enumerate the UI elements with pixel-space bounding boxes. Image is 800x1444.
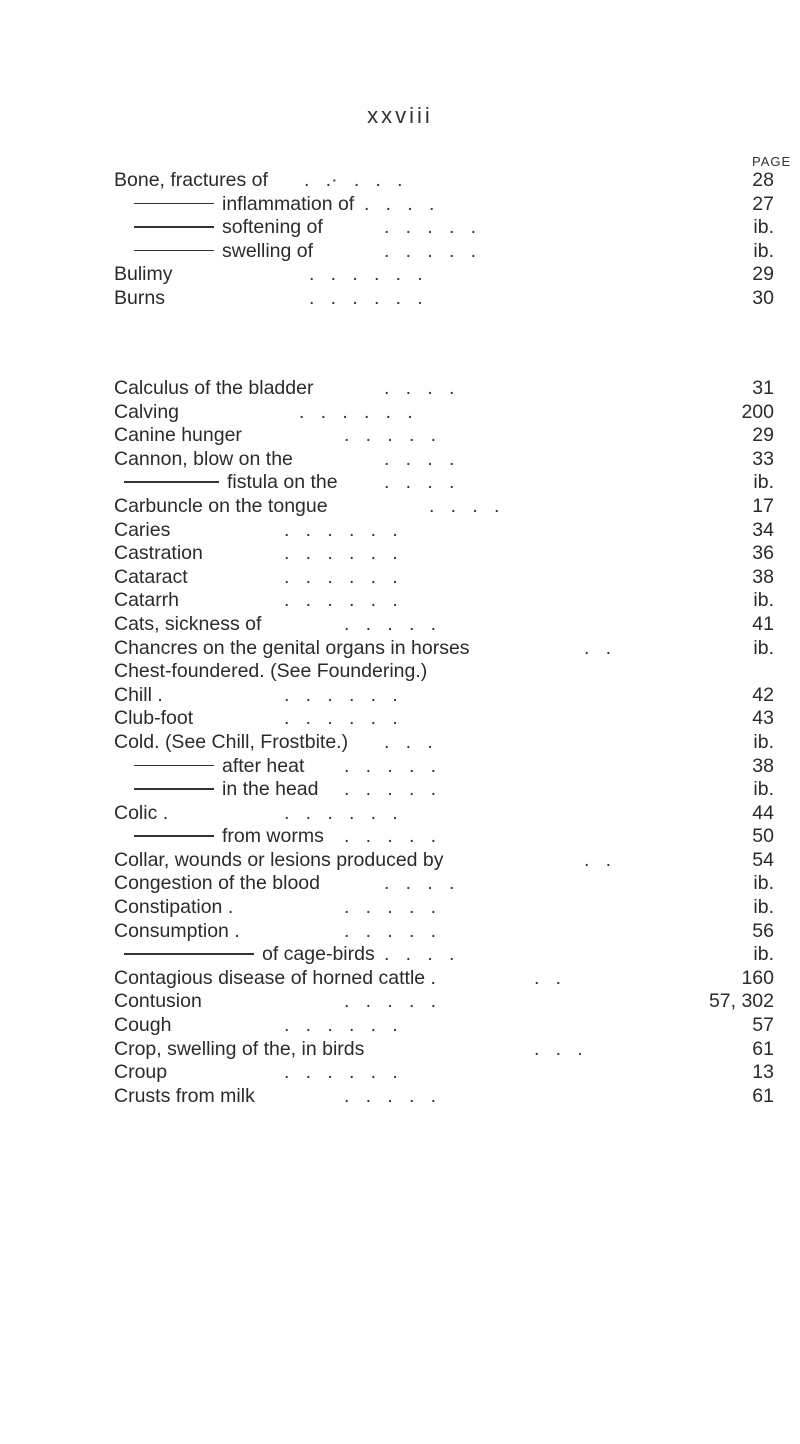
page-reference: 57, 302 xyxy=(708,990,774,1013)
dot-leader: . . xyxy=(584,848,612,871)
entry-term: Calculus of the bladder xyxy=(114,377,314,399)
page-reference: 44 xyxy=(752,801,774,824)
entry-term: Congestion of the blood xyxy=(114,872,320,895)
index-entry xyxy=(114,660,774,684)
page-reference: 29 xyxy=(752,424,774,447)
page-reference: 41 xyxy=(752,612,774,635)
entry-term: Croup xyxy=(114,1061,168,1084)
entry-term: fistula on the xyxy=(227,471,338,494)
dot-leader: . . . . xyxy=(384,872,455,895)
page-reference: 56 xyxy=(752,919,774,942)
dot-leader: . . . . . xyxy=(384,216,477,239)
index-entry xyxy=(114,193,774,217)
dot-leader: . . . . . xyxy=(344,896,437,919)
dot-leader: . . . . xyxy=(384,943,455,966)
page-reference: 30 xyxy=(752,286,774,309)
entry-term: Cats, sickness of xyxy=(114,612,262,635)
index-entry xyxy=(114,448,774,472)
page-reference: 42 xyxy=(752,683,774,706)
index-entry xyxy=(114,377,774,401)
index-entry xyxy=(114,707,774,731)
index-entry xyxy=(114,778,774,802)
page-reference: 28 xyxy=(752,169,774,191)
entry-term: Chest-foundered. (See Foundering.) xyxy=(114,660,428,683)
page-reference: 50 xyxy=(752,825,774,848)
entry-term: inflammation of xyxy=(222,192,355,215)
page-reference: 61 xyxy=(752,1084,774,1107)
dot-leader: . . . . . xyxy=(344,919,437,942)
page-reference: 160 xyxy=(741,966,774,989)
dot-leader: . .· . . . xyxy=(304,169,403,191)
page-reference: 17 xyxy=(752,494,774,517)
entry-term: Cold. (See Chill, Frostbite.) xyxy=(114,730,349,753)
dot-leader: . . . . xyxy=(429,494,500,517)
entry-term: Castration xyxy=(114,542,203,565)
page-reference: 33 xyxy=(752,447,774,470)
page-reference: ib. xyxy=(753,943,774,966)
entry-term: Caries xyxy=(114,518,171,541)
page-reference: 36 xyxy=(752,542,774,565)
dot-leader: . . xyxy=(584,636,612,659)
page-reference: 54 xyxy=(752,848,774,871)
page-reference: ib. xyxy=(753,636,774,659)
index-entry xyxy=(114,755,774,779)
dot-leader: . . . . . xyxy=(344,612,437,635)
entry-term: Contagious disease of horned cattle . xyxy=(114,966,436,989)
entry-term: Crop, swelling of the, in birds xyxy=(114,1037,365,1060)
entry-term: Canine hunger xyxy=(114,424,242,447)
dot-leader: . . . . xyxy=(384,471,455,494)
entry-term: Bone, fractures of xyxy=(114,169,268,191)
entry-term: Crusts from milk xyxy=(114,1084,255,1107)
index-entry xyxy=(114,542,774,566)
entry-term: after heat xyxy=(222,754,305,777)
entry-term: Bulimy xyxy=(114,263,173,286)
page-reference: ib. xyxy=(753,589,774,612)
index-entry xyxy=(114,495,774,519)
index-entry xyxy=(114,849,774,873)
index-block-c xyxy=(114,377,774,1108)
index-entry xyxy=(114,169,774,193)
page-reference: 27 xyxy=(752,192,774,215)
dot-leader: . . . . . . xyxy=(309,286,423,309)
page-reference: ib. xyxy=(753,216,774,239)
dot-leader: . . . . . . xyxy=(284,565,398,588)
repeat-dash xyxy=(134,788,214,790)
page-reference: ib. xyxy=(753,239,774,262)
entry-term: Catarrh xyxy=(114,589,180,612)
dot-leader: . . . . . xyxy=(384,239,477,262)
repeat-dash xyxy=(124,481,219,483)
dot-leader: . . . . . xyxy=(344,1084,437,1107)
index-entry xyxy=(114,589,774,613)
index-entry xyxy=(114,943,774,967)
repeat-dash xyxy=(134,226,214,228)
page-reference: 57 xyxy=(752,1014,774,1037)
dot-leader: . . . xyxy=(534,1037,583,1060)
entry-term: Calving xyxy=(114,400,180,423)
page-reference: 29 xyxy=(752,263,774,286)
page-reference: 31 xyxy=(752,377,774,399)
repeat-dash xyxy=(134,765,214,767)
dot-leader: . . . . . . xyxy=(284,518,398,541)
entry-term: Cataract xyxy=(114,565,188,588)
page-reference: ib. xyxy=(753,471,774,494)
dot-leader: . . . xyxy=(384,730,433,753)
dot-leader: . . . . . xyxy=(344,424,437,447)
page-reference: ib. xyxy=(753,730,774,753)
repeat-dash xyxy=(134,250,214,252)
entry-term: Colic . xyxy=(114,801,169,824)
index-entry xyxy=(114,263,774,287)
index-entry xyxy=(114,613,774,637)
index-entry xyxy=(114,287,774,311)
entry-term: Constipation . xyxy=(114,896,234,919)
entry-term: Cough xyxy=(114,1014,172,1037)
index-entry xyxy=(114,920,774,944)
index-entry xyxy=(114,825,774,849)
page-number: xxviii xyxy=(367,103,433,128)
page-reference: ib. xyxy=(753,896,774,919)
repeat-dash xyxy=(124,953,254,955)
index-entry xyxy=(114,240,774,264)
page-reference: 38 xyxy=(752,565,774,588)
entry-term: of cage-birds xyxy=(262,943,375,966)
dot-leader: . . . . . . xyxy=(284,542,398,565)
entry-term: from worms xyxy=(222,825,324,848)
index-entry xyxy=(114,637,774,661)
index-entry xyxy=(114,731,774,755)
index-entry xyxy=(114,967,774,991)
page-reference: 13 xyxy=(752,1061,774,1084)
dot-leader: . . . . . xyxy=(344,778,437,801)
page-reference: 34 xyxy=(752,518,774,541)
entry-term: in the head xyxy=(222,778,319,801)
index-entry xyxy=(114,684,774,708)
index-entry xyxy=(114,896,774,920)
dot-leader: . . . . . xyxy=(344,990,437,1013)
index-entry xyxy=(114,990,774,1014)
page-reference: 61 xyxy=(752,1037,774,1060)
page-column-label: PAGE xyxy=(752,154,792,169)
dot-leader: . . . . . . xyxy=(309,263,423,286)
index-block-b xyxy=(114,169,774,311)
index-entry xyxy=(114,1085,774,1109)
entry-term: softening of xyxy=(222,216,323,239)
dot-leader: . . . . . xyxy=(344,754,437,777)
page-reference: 200 xyxy=(741,400,774,423)
dot-leader: . . . . . . xyxy=(284,707,398,730)
dot-leader: . . . . xyxy=(384,447,455,470)
entry-term: Contusion xyxy=(114,990,202,1013)
entry-term: Consumption . xyxy=(114,919,240,942)
page-reference: ib. xyxy=(753,872,774,895)
entry-term: swelling of xyxy=(222,239,314,262)
index-entry xyxy=(114,471,774,495)
page-reference: ib. xyxy=(753,778,774,801)
index-entry xyxy=(114,401,774,425)
dot-leader: . . . . xyxy=(384,377,455,399)
index-entry xyxy=(114,1061,774,1085)
entry-term: Collar, wounds or lesions produced by xyxy=(114,848,444,871)
page-reference: 43 xyxy=(752,707,774,730)
dot-leader: . . xyxy=(534,966,562,989)
dot-leader: . . . . . . xyxy=(284,1014,398,1037)
dot-leader: . . . . . . xyxy=(284,801,398,824)
index-entry xyxy=(114,519,774,543)
dot-leader: . . . . . . xyxy=(299,400,413,423)
index-entry xyxy=(114,1014,774,1038)
repeat-dash xyxy=(134,835,214,837)
dot-leader: . . . . . xyxy=(344,825,437,848)
page-reference: 38 xyxy=(752,754,774,777)
entry-term: Carbuncle on the tongue xyxy=(114,494,328,517)
entry-term: Chill . xyxy=(114,683,163,706)
index-entry xyxy=(114,802,774,826)
index-entry xyxy=(114,216,774,240)
dot-leader: . . . . . . xyxy=(284,589,398,612)
repeat-dash xyxy=(134,203,214,205)
index-entry xyxy=(114,872,774,896)
entry-term: Club-foot xyxy=(114,707,194,730)
index-entry xyxy=(114,1038,774,1062)
dot-leader: . . . . xyxy=(364,192,435,215)
entry-term: Cannon, blow on the xyxy=(114,447,293,470)
entry-term: Burns xyxy=(114,286,165,309)
dot-leader: . . . . . . xyxy=(284,1061,398,1084)
entry-term: Chancres on the genital organs in horses xyxy=(114,636,470,659)
index-entry xyxy=(114,424,774,448)
index-entry xyxy=(114,566,774,590)
dot-leader: . . . . . . xyxy=(284,683,398,706)
